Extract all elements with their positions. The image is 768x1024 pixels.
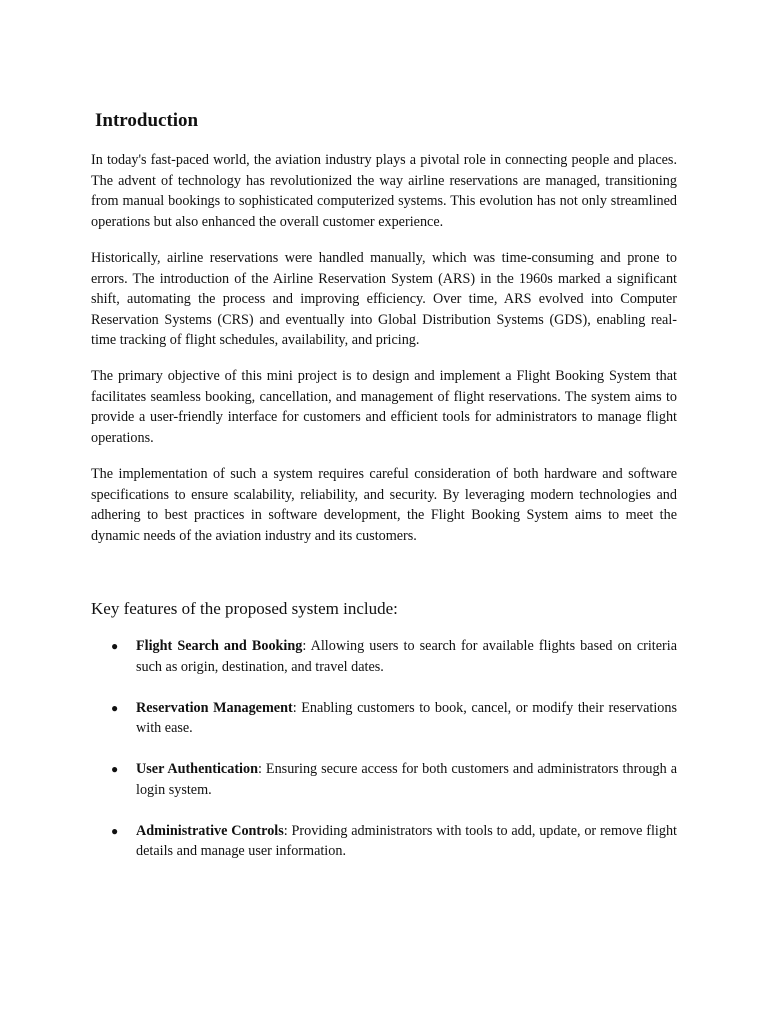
intro-paragraph-3: The primary objective of this mini project is to design and implement a Flight Booking System that facilitates seamless booking, cancellation, and management of flight reservations. The system aims to provide a user-friendly interface for customers and efficient tools for administrators to manage flight operations. xyxy=(91,368,677,446)
list-item xyxy=(91,759,677,800)
intro-paragraph-2: Historically, airline reservations were handled manually, which was time-consuming and prone to errors. The introduction of the Airline Reservation System (ARS) in the 1960s marked a significant shift, automating the process and improving efficiency. Over time, ARS evolved into Computer Reservation Systems (CRS) and eventually into Global Distribution Systems (GDS), enabling real-time tracking of flight schedules, availability, and pricing. xyxy=(91,250,677,348)
intro-paragraph-4: The implementation of such a system requires careful consideration of both hardware and software specifications to ensure scalability, reliability, and security. By leveraging modern technologies and adhering to best practices in software development, the Flight Booking System aims to meet the dynamic needs of the aviation industry and its customers. xyxy=(91,466,677,544)
list-item xyxy=(91,636,677,677)
list-item xyxy=(91,698,677,739)
bullet-icon: ● xyxy=(111,762,119,776)
intro-paragraph-1: In today's fast-paced world, the aviation industry plays a pivotal role in connecting people and places. The advent of technology has revolutionized the way airline reservations are managed, transitioning from manual bookings to sophisticated computerized systems. This evolution has not only streamlined operations but also enhanced the overall customer experience. xyxy=(91,152,677,230)
feature-description: : Allowing users to search for available flights based on criteria such as origin, destination, and travel dates. xyxy=(136,638,678,675)
feature-name: Reservation Management xyxy=(136,699,293,716)
feature-description: : Ensuring secure access for both customers and administrators through a login system. xyxy=(136,761,677,798)
features-list xyxy=(91,636,677,882)
features-heading: Key features of the proposed system include: xyxy=(91,599,398,618)
section-heading: Introduction xyxy=(95,110,199,131)
list-item xyxy=(91,821,677,862)
feature-name: User Authentication xyxy=(136,761,258,777)
feature-name: Administrative Controls xyxy=(136,822,284,839)
feature-name: Flight Search and Booking xyxy=(136,638,303,654)
feature-description: : Providing administrators with tools to add, update, or remove flight details and manage user information. xyxy=(136,822,677,859)
feature-description: : Enabling customers to book, cancel, or modify their reservations with ease. xyxy=(136,699,677,736)
bullet-icon: ● xyxy=(111,639,119,653)
bullet-icon: ● xyxy=(111,823,119,838)
bullet-icon: ● xyxy=(111,700,119,715)
